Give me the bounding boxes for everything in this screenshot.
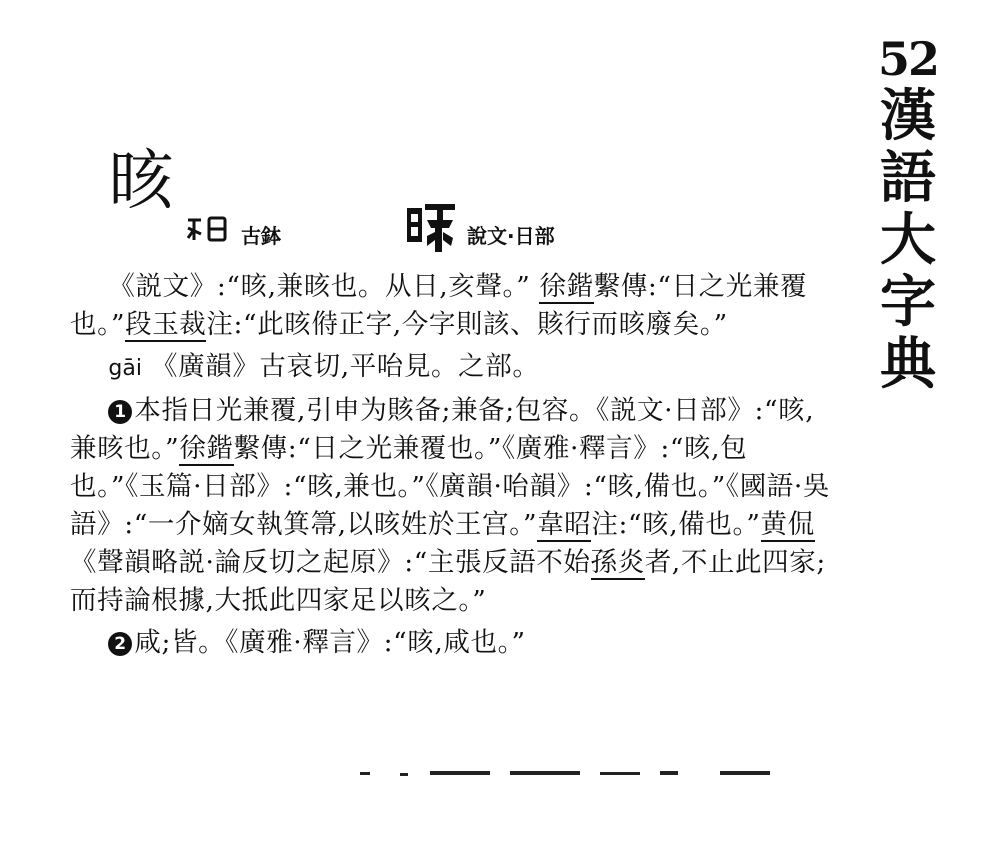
entry-text: 咸;皆。《廣雅·釋言》:“晐,咸也。”	[134, 627, 526, 658]
ancient-form-source: 說文·日部	[467, 224, 555, 248]
seal-script-glyph-shuowen	[405, 202, 457, 254]
book-title-char: 字	[880, 269, 936, 335]
etymology-quote-paragraph	[70, 268, 840, 344]
proper-name: 韋昭	[537, 509, 592, 540]
sense-paragraph	[70, 392, 840, 620]
sense-paragraph	[70, 624, 840, 662]
pronunciation-paragraph	[70, 348, 840, 388]
faded-next-line-fragment	[360, 768, 790, 778]
ancient-form-source: 古鉢	[241, 224, 281, 248]
proper-name: 徐鍇	[539, 271, 594, 302]
book-title-char: 語	[880, 145, 936, 211]
entry-text: 《聲韻略説·論反切之起原》:“主張反語不始	[70, 547, 591, 578]
proper-name: 黄侃	[760, 509, 815, 540]
entry-text: 《廣韻》古哀切,平咍見。之部。	[151, 351, 540, 382]
entry-text: 注:“晐,備也。”	[591, 509, 761, 540]
page-header-sidebar	[873, 32, 943, 398]
book-title-char: 典	[880, 331, 936, 397]
book-title-char: 大	[880, 207, 936, 273]
proper-name: 孫炎	[590, 547, 645, 578]
ancient-forms-row	[185, 214, 605, 254]
entry-text: 注:“此晐偫正字,今字則該、賅行而晐廢矣。”	[206, 309, 728, 340]
pinyin: gāi	[108, 356, 142, 381]
proper-name: 段玉裁	[125, 309, 207, 340]
book-title	[873, 83, 943, 398]
entry-text: 繫傳:“日之光兼覆也。”《廣雅·釋言》:“晐,包也。”《玉篇·日部》:“晐,兼也。”《廣韻·咍韻》:“晐,備也。”《國語·吳語》:“一介嫡女執箕箒,以晐姓於王宫。”	[70, 433, 831, 540]
sense-number-marker: 2	[108, 632, 132, 656]
sense-number-marker: 1	[108, 400, 132, 424]
seal-script-glyph-guxi	[185, 214, 231, 244]
book-title-char: 漢	[880, 83, 936, 149]
entry-text: 繫傳:“日之光兼覆也。”	[70, 271, 808, 340]
proper-name: 徐鍇	[179, 433, 234, 464]
page-number: 52	[877, 32, 938, 86]
entry-body	[70, 268, 840, 666]
entry-text: 《説文》:“晐,兼晐也。从日,亥聲。”	[108, 271, 540, 302]
entry-text: 者,不止此四家;而持論根據,大抵此四家足以晐之。”	[70, 547, 826, 616]
entry-text: 本指日光兼覆,引申为賅备;兼备;包容。《説文·日部》:“晐,兼晐也。”	[70, 395, 815, 464]
headword: 晐	[108, 142, 174, 219]
